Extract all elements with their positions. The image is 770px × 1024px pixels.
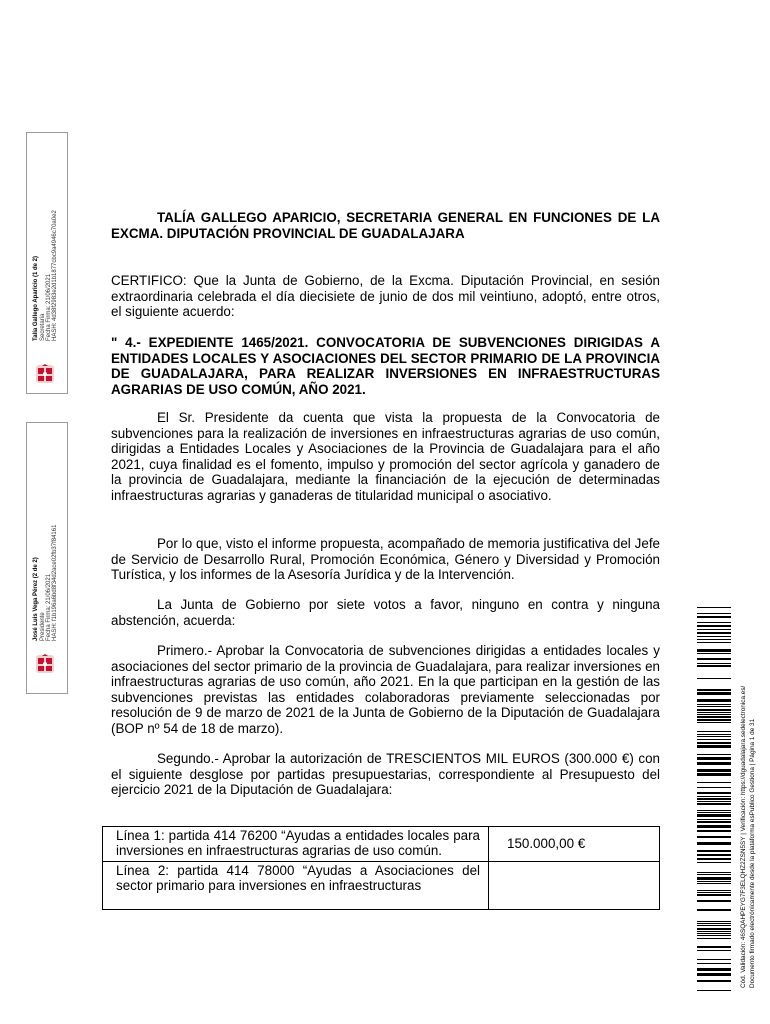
table-cell-line: Línea 2: partida 414 78000 “Ayudas a Asociaciones del sector primario para inversiones en infraestructuras: [103, 861, 489, 909]
signature-date: Fecha Firma: 21/06/2021: [46, 573, 52, 641]
crest-icon: [33, 363, 57, 385]
signer-name: José Luis Vega Pérez (2 de 2): [33, 557, 39, 641]
document-heading: [111, 210, 660, 241]
signature-text-president: [31, 431, 57, 641]
signer-role: Secretaria: [40, 313, 46, 341]
expediente-title: " 4.- EXPEDIENTE 1465/2021. CONVOCATORIA DE SUBVENCIONES DIRIGIDAS A ENTIDADES LOCALES Y ASOCIACIONES DEL SECTOR PRIMARIO DE LA PROVINCIA DE GUADALAJARA, PARA REALIZAR INVERSIONES EN INFRAESTRUCTURAS AGRARIAS DE USO COMÚN, AÑO 2021.: [111, 335, 660, 397]
signature-date: Fecha Firma: 21/06/2021: [46, 273, 52, 341]
table-row: [103, 827, 660, 862]
certifico-paragraph: CERTIFICO: Que la Junta de Gobierno, de la Excma. Diputación Provincial, en sesión extraordinaria celebrada el día diecisiete de junio de dos mil veintiuno, adoptó, entre otros, el siguiente acuerdo:: [111, 273, 660, 320]
table-cell-amount: 150.000,00 €: [489, 827, 660, 862]
table-cell-amount: [489, 861, 660, 909]
validation-footer: [736, 630, 766, 990]
validation-code: Cód. Validación: 46SQAHPEYG7F3ELQHZ2ZSN5SY | Verificación: https://dguadalajara.sedelectronica.es/: [740, 685, 747, 988]
heading-text: TALÍA GALLEGO APARICIO, SECRETARIA GENERAL EN FUNCIONES DE LA EXCMA. DIPUTACIÓN PROVINCIAL DE GUADALAJARA: [111, 210, 660, 241]
table-row: [103, 861, 660, 909]
validation-footer-svg: [736, 630, 766, 990]
paragraph-presidente: El Sr. Presidente da cuenta que vista la propuesta de la Convocatoria de subvenciones para la realización de inversiones en infraestructuras agrarias de uso común, dirigidas a Entidades Locales y Asociaciones de la Provincia de Guadalajara para el año 2021, cuya finalidad es el fomento, impulso y promoción del sector agrícola y ganadero de la provincia de Guadalajara, mediante la financiación de la ejecución de determinadas infraestructuras agrarias y ganaderas de titularidad municipal o asociativo.: [111, 410, 660, 503]
signature-box-president: [26, 422, 68, 694]
barcode-image: [697, 605, 731, 991]
paragraph-informe: Por lo que, visto el informe propuesta, acompañado de memoria justificativa del Jefe de Servicio de Desarrollo Rural, Promoción Económica, Género y Diversidad y Promoción Turística, y los informes de la Asesoría Jurídica y de la Intervención.: [111, 536, 660, 583]
crest-icon: [33, 653, 57, 675]
signature-text-secretary: [31, 141, 57, 341]
paragraph-votacion: La Junta de Gobierno por siete votos a favor, ninguno en contra y ninguna abstención, acuerda:: [111, 597, 660, 628]
paragraph-segundo: Segundo.- Aprobar la autorización de TRESCIENTOS MIL EUROS (300.000 €) con el siguiente desglose por partidas presupuestarias, correspondiente al Presupuesto del ejercicio 2021 de la Diputación de Guadalajara:: [111, 751, 660, 798]
table-cell-line: Línea 1: partida 414 76200 “Ayudas a entidades locales para inversiones en infraestructuras agrarias de uso común.: [103, 827, 489, 862]
budget-table: [102, 826, 660, 910]
signature-text-svg: [31, 431, 57, 641]
signature-hash: HASH: 4d38f2983e2d1b1877cbc9a4946c70a0e2: [52, 210, 58, 341]
signature-hash: HASH: f1b196a6bd8f34d2ace02fb37f84161: [52, 524, 58, 641]
paragraph-primero: Primero.- Aprobar la Convocatoria de subvenciones dirigidas a entidades locales y asociaciones del sector primario de la provincia de Guadalajara, para realizar inversiones en infraestructuras agrarias de uso común, año 2021. En la que participan en la gestión de las subvenciones previstas las entidades colaboradoras previamente seleccionadas por resolución de 9 de marzo de 2021 de la Junta de Gobierno de la Diputación de Guadalajara (BOP nº 54 de 18 de marzo).: [111, 643, 660, 736]
signer-name: Talía Gallego Aparicio (1 de 2): [33, 255, 39, 341]
signature-text-svg: [31, 141, 57, 341]
signature-box-secretary: [26, 132, 68, 394]
platform-note: Documento firmado electrónicamente desde la plataforma esPublico Gestiona | Página 1 de 31: [749, 718, 756, 988]
signer-role: Presidente: [40, 612, 46, 641]
